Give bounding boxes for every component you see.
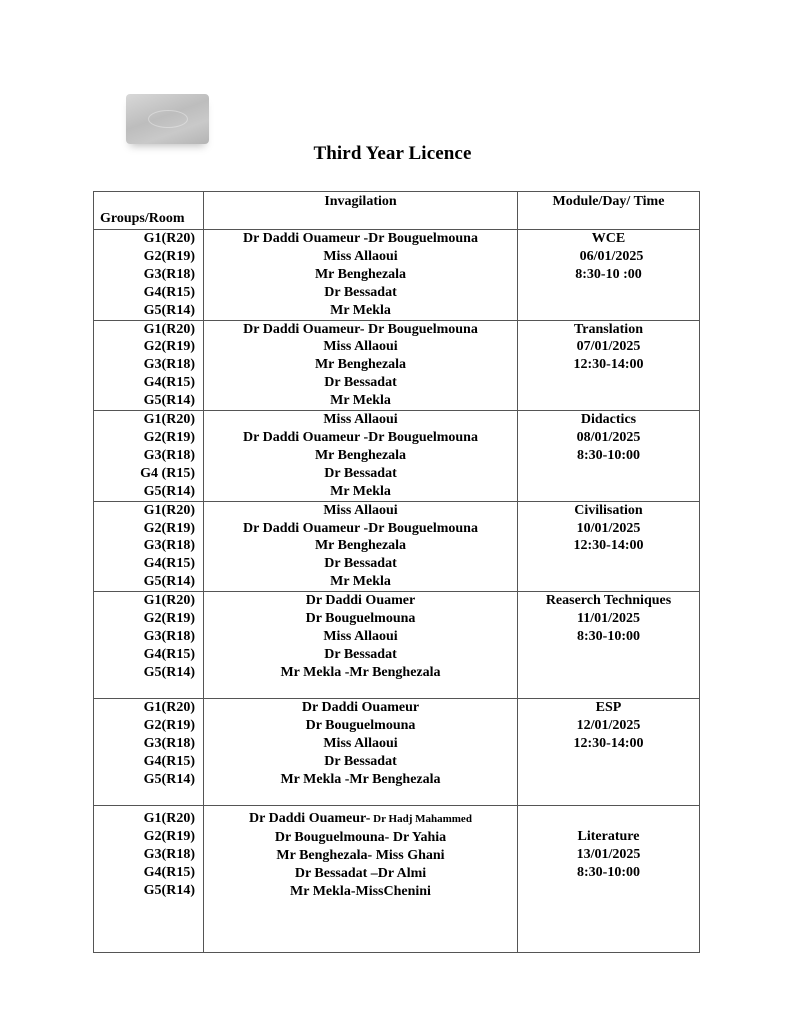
invigilator: Dr Daddi Ouameur- Dr Hadj Mahammed bbox=[249, 811, 472, 827]
group-room: G1(R20) bbox=[143, 811, 195, 827]
groups-cell bbox=[94, 411, 204, 502]
group-room: G4(R15) bbox=[143, 284, 195, 300]
group-room: G3(R18) bbox=[143, 266, 195, 282]
group-room: G5(R14) bbox=[143, 664, 195, 680]
group-room: G4 (R15) bbox=[140, 465, 195, 481]
invigilator: Dr Bouguelmouna- Dr Yahia bbox=[274, 830, 447, 846]
exam-date: 06/01/2025 bbox=[579, 248, 644, 264]
exam-date: 12/01/2025 bbox=[576, 718, 641, 734]
group-room: G4(R15) bbox=[143, 864, 195, 880]
invigilator: Miss Allaoui bbox=[323, 628, 398, 644]
module-name: WCE bbox=[591, 231, 626, 246]
exam-time: 8:30-10 :00 bbox=[575, 266, 642, 282]
group-room: G3(R18) bbox=[143, 357, 195, 373]
group-room: G1(R20) bbox=[143, 412, 195, 428]
invigilator: Miss Allaoui bbox=[323, 248, 398, 264]
group-room: G2(R19) bbox=[143, 829, 195, 845]
table-row bbox=[94, 501, 700, 592]
invigilator: Dr Bessadat bbox=[324, 556, 397, 572]
exam-time: 8:30-10:00 bbox=[577, 864, 640, 880]
exam-date: 07/01/2025 bbox=[576, 339, 641, 355]
table-header-row bbox=[94, 192, 700, 230]
invigilator: Mr Mekla bbox=[330, 574, 391, 590]
invigilator: Dr Bouguelmouna bbox=[305, 718, 416, 734]
group-room: G1(R20) bbox=[143, 231, 195, 246]
group-room: G5(R14) bbox=[143, 483, 195, 499]
exam-time: 8:30-10:00 bbox=[577, 447, 640, 463]
invigilator: Dr Daddi Ouameur -Dr Bouguelmouna bbox=[243, 429, 478, 445]
module-name: Translation bbox=[574, 321, 643, 337]
group-room: G1(R20) bbox=[143, 700, 195, 716]
group-room: G1(R20) bbox=[143, 321, 195, 337]
exam-time: 12:30-14:00 bbox=[573, 735, 644, 751]
group-room: G1(R20) bbox=[143, 593, 195, 609]
invigilator: Miss Allaoui bbox=[323, 339, 398, 355]
invigilator: Mr Mekla bbox=[330, 483, 391, 499]
exam-date: 10/01/2025 bbox=[576, 520, 641, 536]
module-cell bbox=[518, 411, 700, 502]
invigilator: Mr Benghezala- Miss Ghani bbox=[276, 847, 445, 863]
group-room: G4(R15) bbox=[143, 556, 195, 572]
invigilators-cell bbox=[204, 501, 518, 592]
invigilators-cell bbox=[204, 699, 518, 806]
invigilators-cell bbox=[204, 320, 518, 411]
exam-schedule-table bbox=[93, 191, 700, 953]
invigilator: Dr Bessadat bbox=[324, 375, 397, 391]
header-invigilation: Invagilation bbox=[204, 192, 518, 230]
group-room: G4(R15) bbox=[143, 646, 195, 662]
invigilator: Mr Mekla-MissChenini bbox=[290, 883, 431, 899]
exam-time: 12:30-14:00 bbox=[573, 538, 644, 554]
group-room: G3(R18) bbox=[143, 735, 195, 751]
table-row bbox=[94, 320, 700, 411]
group-room: G2(R19) bbox=[143, 520, 195, 536]
invigilator: Dr Bessadat bbox=[324, 646, 397, 662]
invigilator: Dr Daddi Ouameur -Dr Bouguelmouna bbox=[243, 231, 478, 246]
group-room: G3(R18) bbox=[143, 447, 195, 463]
module-name: Civilisation bbox=[574, 502, 643, 518]
table-row bbox=[94, 230, 700, 321]
group-room: G3(R18) bbox=[143, 538, 195, 554]
invigilator: Mr Mekla bbox=[330, 393, 391, 409]
groups-cell bbox=[94, 806, 204, 953]
exam-date: 13/01/2025 bbox=[576, 847, 641, 863]
invigilator: Dr Bessadat bbox=[324, 465, 397, 481]
groups-cell bbox=[94, 699, 204, 806]
invigilator: Dr Bessadat bbox=[324, 753, 397, 769]
table-row bbox=[94, 411, 700, 502]
groups-cell bbox=[94, 320, 204, 411]
module-name: Reaserch Techniques bbox=[545, 593, 672, 609]
invigilators-cell bbox=[204, 806, 518, 953]
invigilators-cell bbox=[204, 411, 518, 502]
group-room: G5(R14) bbox=[143, 574, 195, 590]
group-room: G2(R19) bbox=[143, 718, 195, 734]
invigilator: Mr Benghezala bbox=[314, 538, 407, 554]
group-room: G5(R14) bbox=[143, 393, 195, 409]
table-row bbox=[94, 592, 700, 699]
group-room: G4(R15) bbox=[143, 375, 195, 391]
invigilator: Dr Bessadat –Dr Almi bbox=[294, 865, 427, 881]
group-room: G2(R19) bbox=[143, 429, 195, 445]
group-room: G5(R14) bbox=[143, 302, 195, 318]
exam-time: 8:30-10:00 bbox=[577, 628, 640, 644]
invigilator: Mr Mekla -Mr Benghezala bbox=[280, 664, 441, 680]
invigilator: Miss Allaoui bbox=[323, 502, 398, 518]
header-module-day-time: Module/Day/ Time bbox=[518, 192, 700, 230]
module-cell bbox=[518, 806, 700, 953]
exam-date: 08/01/2025 bbox=[576, 429, 641, 445]
groups-cell bbox=[94, 592, 204, 699]
invigilators-cell bbox=[204, 230, 518, 321]
invigilator: Dr Bouguelmouna bbox=[305, 611, 416, 627]
invigilator: Mr Benghezala bbox=[314, 357, 407, 373]
university-logo bbox=[126, 94, 209, 144]
groups-cell bbox=[94, 501, 204, 592]
header-groups-room: Groups/Room bbox=[94, 192, 204, 230]
module-cell bbox=[518, 501, 700, 592]
module-cell bbox=[518, 592, 700, 699]
group-room: G3(R18) bbox=[143, 846, 195, 862]
invigilator: Mr Benghezala bbox=[314, 266, 407, 282]
invigilator: Mr Mekla bbox=[330, 302, 391, 318]
document-title: Third Year Licence bbox=[313, 143, 472, 164]
module-name: Didactics bbox=[580, 412, 637, 428]
group-room: G2(R19) bbox=[143, 339, 195, 355]
invigilator: Dr Bessadat bbox=[324, 284, 397, 300]
invigilator: Dr Daddi Ouameur -Dr Bouguelmouna bbox=[243, 520, 478, 536]
group-room: G2(R19) bbox=[143, 248, 195, 264]
group-room: G4(R15) bbox=[143, 753, 195, 769]
table-row bbox=[94, 806, 700, 953]
module-cell bbox=[518, 320, 700, 411]
group-room: G3(R18) bbox=[143, 628, 195, 644]
groups-cell bbox=[94, 230, 204, 321]
invigilator: Dr Daddi Ouamer bbox=[305, 593, 416, 609]
invigilator: Mr Mekla -Mr Benghezala bbox=[280, 771, 441, 787]
module-name: Literature bbox=[577, 829, 640, 845]
invigilator: Dr Daddi Ouameur- Dr Bouguelmouna bbox=[243, 321, 478, 337]
invigilator: Mr Benghezala bbox=[314, 447, 407, 463]
group-room: G1(R20) bbox=[143, 502, 195, 518]
module-cell bbox=[518, 230, 700, 321]
exam-date: 11/01/2025 bbox=[576, 611, 640, 627]
group-room: G5(R14) bbox=[143, 771, 195, 787]
group-room: G2(R19) bbox=[143, 611, 195, 627]
invigilator: Dr Daddi Ouameur bbox=[301, 700, 420, 716]
table-row bbox=[94, 699, 700, 806]
group-room: G5(R14) bbox=[143, 882, 195, 898]
invigilator: Miss Allaoui bbox=[323, 735, 398, 751]
invigilators-cell bbox=[204, 592, 518, 699]
module-cell bbox=[518, 699, 700, 806]
exam-time: 12:30-14:00 bbox=[573, 357, 644, 373]
invigilator: Miss Allaoui bbox=[323, 412, 398, 428]
module-name: ESP bbox=[595, 700, 622, 716]
